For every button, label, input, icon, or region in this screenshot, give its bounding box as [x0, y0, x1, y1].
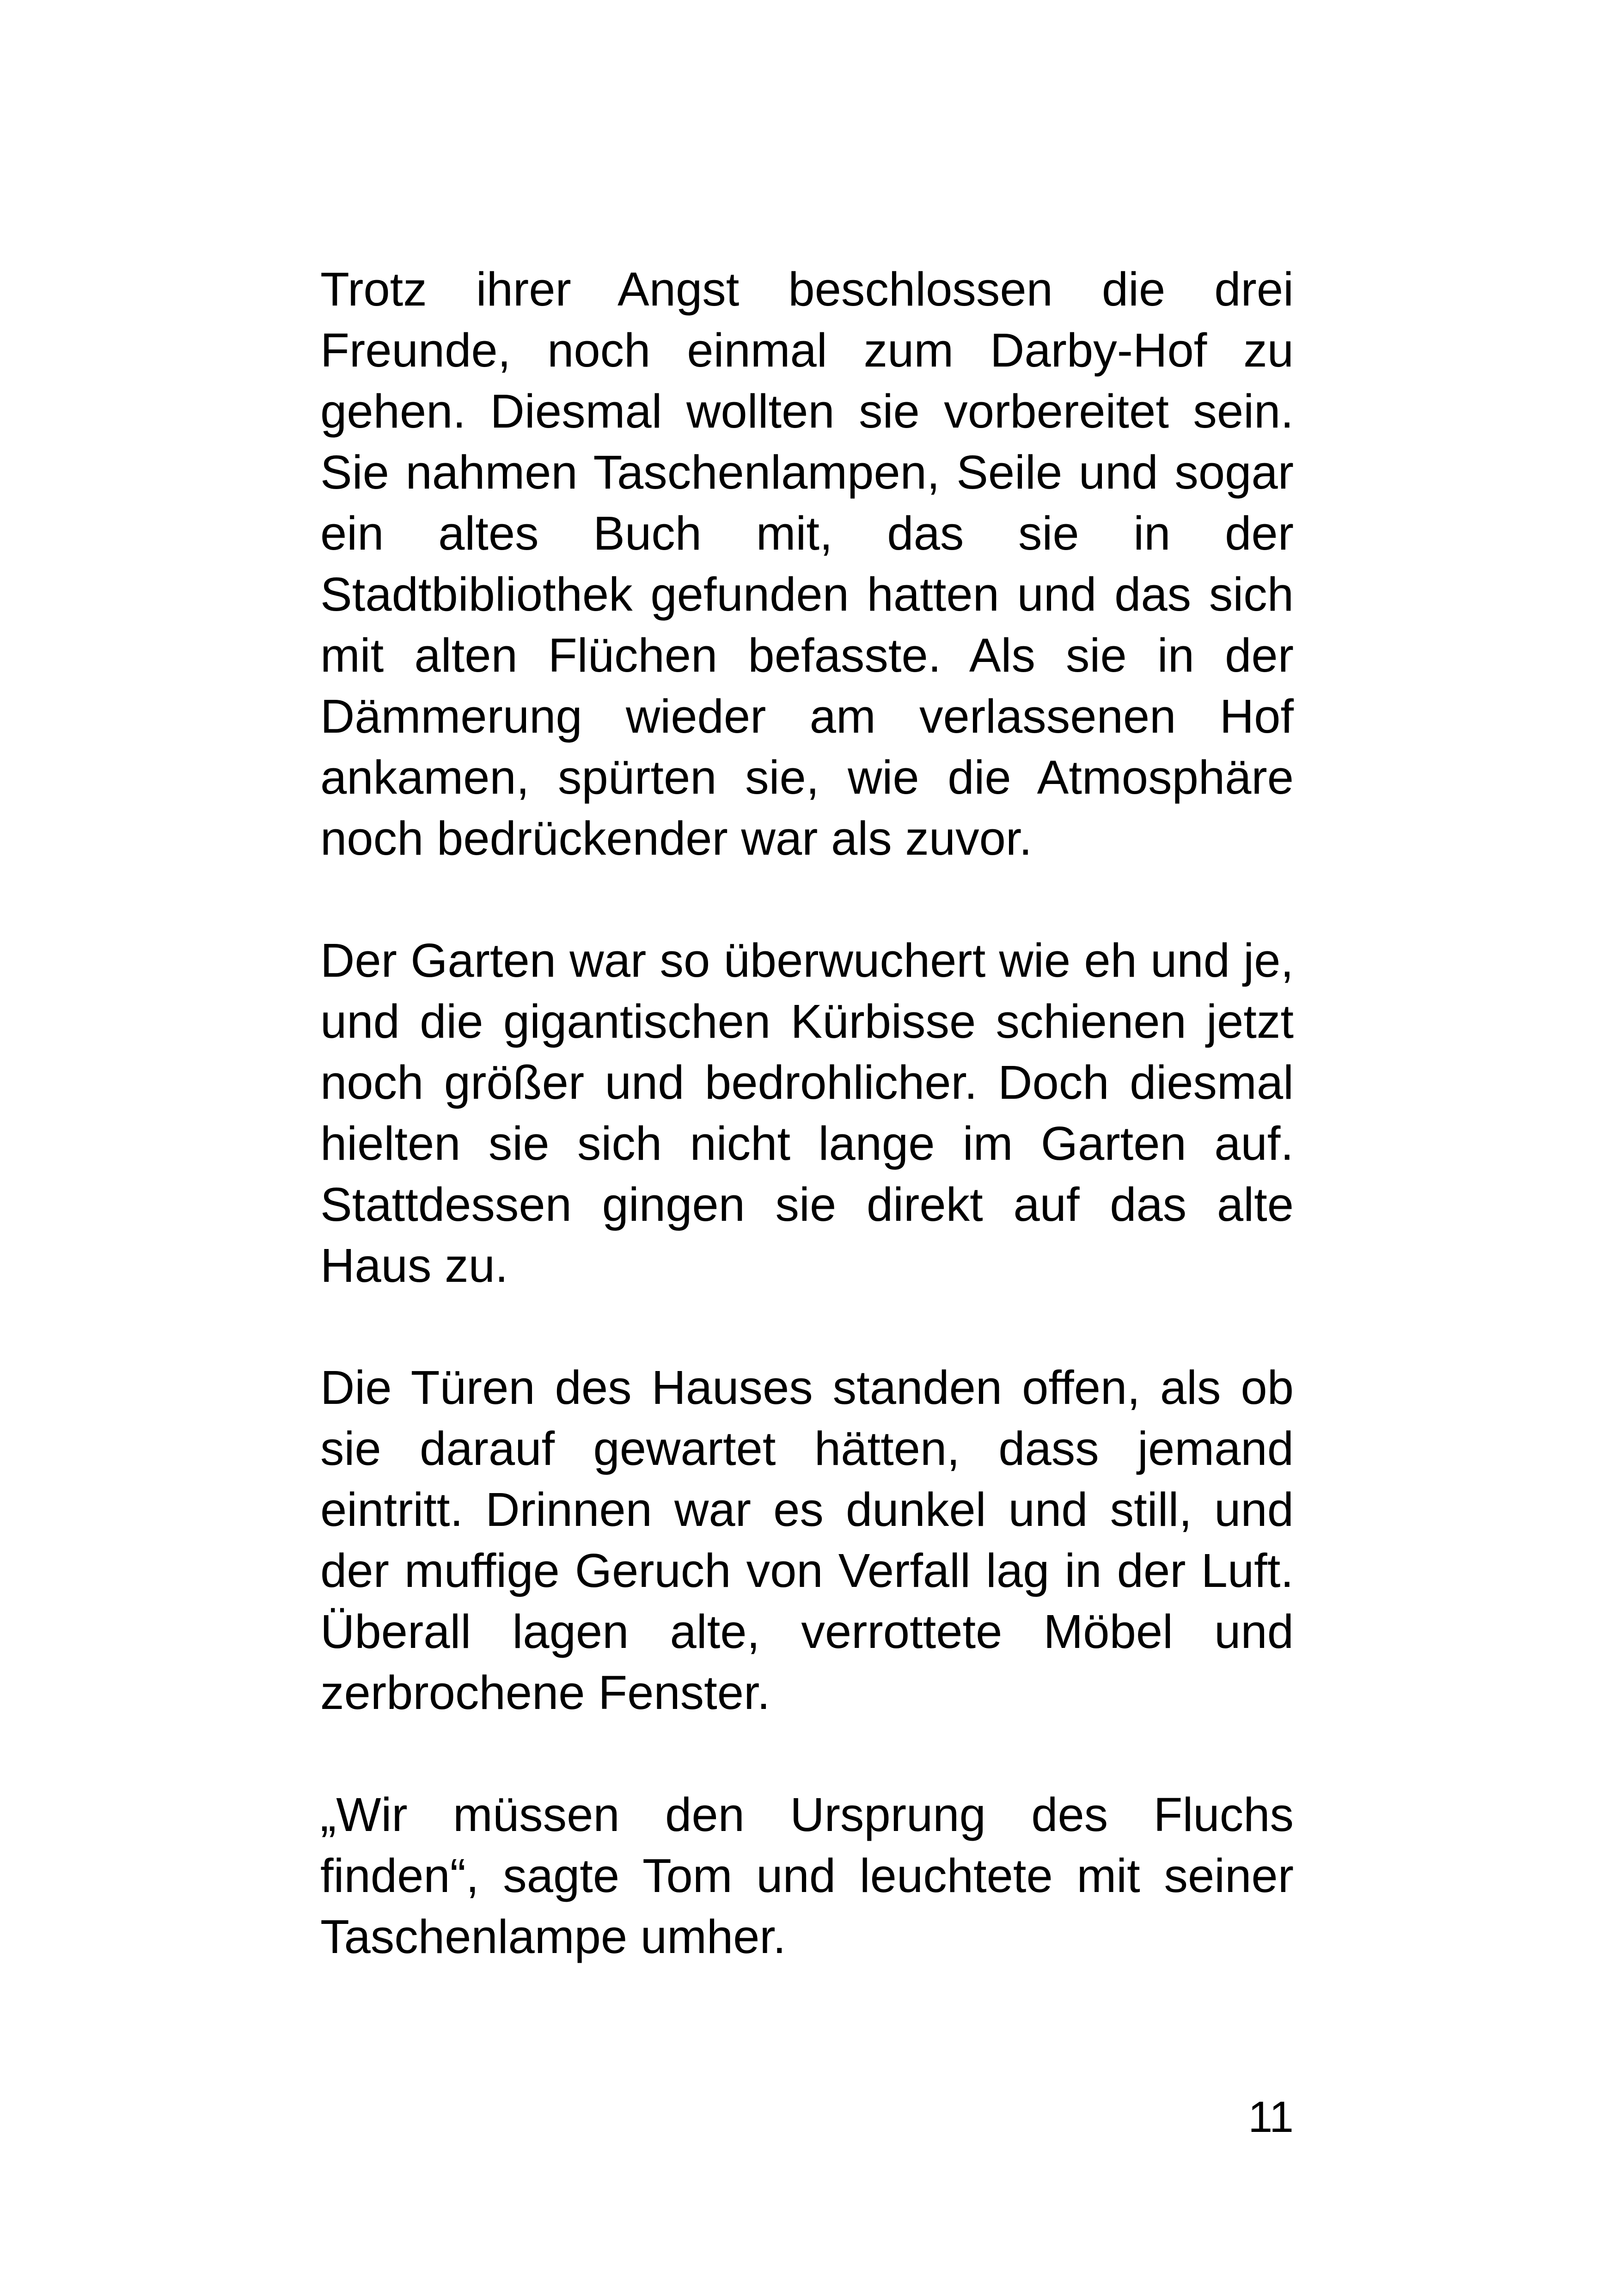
- paragraph-2: Der Garten war so überwuchert wie eh und je, und die gigantischen Kürbisse schienen jetzt noch größer und bedrohlicher. Doch diesmal hielten sie sich nicht lange im Garten auf. Stattdessen gingen sie direkt auf das alte Haus zu.: [320, 934, 1294, 1292]
- page-number: 11: [1248, 2093, 1294, 2142]
- paragraph-1: Trotz ihrer Angst beschlossen die drei Freunde, noch einmal zum Darby-Hof zu gehen. Diesmal wollten sie vorbereitet sein. Sie nahmen Taschenlampen, Seile und sogar ein altes Buch mit, das sie in der Stadtbibliothek gefunden hatten und das sich mit alten Flüchen befasste. Als sie in der Dämmerung wieder am verlassenen Hof ankamen, spürten sie, wie die Atmosphäre noch bedrückender war als zuvor.: [320, 263, 1294, 865]
- paragraph-4: „Wir müssen den Ursprung des Fluchs finden“, sagte Tom und leuchtete mit seiner Taschenlampe umher.: [320, 1788, 1294, 1963]
- paragraph-3: Die Türen des Hauses standen offen, als ob sie darauf gewartet hätten, dass jemand eintritt. Drinnen war es dunkel und still, und der muffige Geruch von Verfall lag in der Luft. Überall lagen alte, verrottete Möbel und zerbrochene Fenster.: [320, 1361, 1294, 1719]
- body-text: [320, 259, 1294, 1967]
